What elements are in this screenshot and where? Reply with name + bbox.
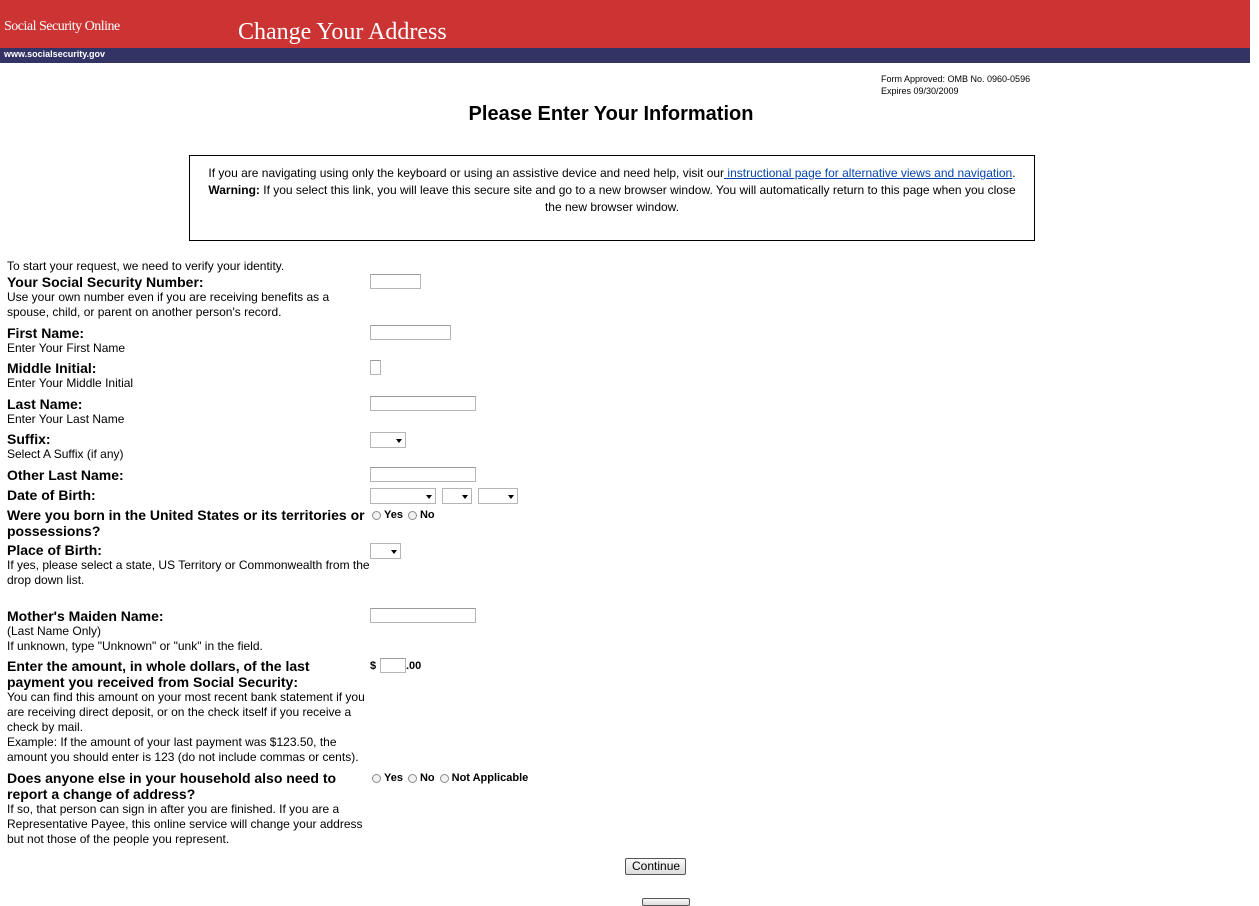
place-of-birth-label: Place of Birth:: [7, 542, 102, 558]
born-us-radio-group: [370, 509, 438, 521]
notice-text-after: .: [1012, 166, 1016, 180]
last-name-label: Last Name:: [7, 396, 83, 412]
first-name-question: [7, 325, 371, 356]
dob-day-select[interactable]: [442, 488, 472, 504]
site-url-link[interactable]: www.socialsecurity.gov: [4, 49, 106, 59]
born-us-no-option[interactable]: [406, 509, 435, 521]
cents-suffix: .00: [406, 660, 422, 672]
household-na-option[interactable]: [438, 772, 529, 784]
household-no-radio[interactable]: [408, 774, 417, 783]
household-yes-option[interactable]: [370, 772, 403, 784]
middle-initial-question: [7, 360, 371, 391]
born-us-label: Were you born in the United States or its territories or possessions?: [7, 507, 365, 539]
form-approval-omb: Form Approved: OMB No. 0960-0596: [881, 74, 1031, 84]
household-help: If so, that person can sign in after you are finished. If you are a Representative Payee, this online service will change your address but not those of the people you represent.: [7, 802, 363, 846]
suffix-help: Select A Suffix (if any): [7, 447, 124, 461]
last-payment-help-2: Example: If the amount of your last payment was $123.50, the amount you should enter is 123 (do not include commas or cents).: [7, 735, 359, 764]
household-yes-label: Yes: [384, 772, 403, 784]
warning-label: Warning:: [208, 183, 260, 197]
notice-text-before: If you are navigating using only the keyboard or using an assistive device and need help, visit our: [208, 166, 725, 180]
household-na-label: Not Applicable: [451, 772, 529, 784]
site-name: Social Security Online: [4, 19, 120, 34]
first-name-input[interactable]: [370, 325, 451, 340]
household-na-radio[interactable]: [440, 774, 449, 783]
chevron-down-icon: [391, 550, 397, 554]
last-payment-help-1: You can find this amount on your most recent bank statement if you are receiving direct deposit, or on the check itself if you receive a check by mail.: [7, 690, 365, 734]
household-yes-radio[interactable]: [372, 774, 381, 783]
ssn-label: Your Social Security Number:: [7, 274, 204, 290]
warning-text: If you select this link, you will leave this secure site and go to a new browser window. You will automatically return to this page when you close the new browser window.: [259, 183, 1016, 214]
chevron-down-icon: [462, 495, 468, 499]
first-name-label: First Name:: [7, 325, 85, 341]
place-of-birth-help: If yes, please select a state, US Territory or Commonwealth from the drop down list.: [7, 558, 370, 587]
suffix-select[interactable]: [370, 432, 406, 448]
suffix-question: [7, 431, 371, 462]
last-payment-question: [7, 658, 371, 765]
notice-warning: [202, 182, 1022, 216]
ssn-help: Use your own number even if you are receiving benefits as a spouse, child, or parent on another person's record.: [7, 290, 330, 319]
born-us-no-radio[interactable]: [408, 511, 417, 520]
mothers-maiden-label: Mother's Maiden Name:: [7, 608, 164, 624]
middle-initial-label: Middle Initial:: [7, 360, 97, 376]
born-us-no-label: No: [419, 509, 435, 521]
ssn-question: [7, 274, 371, 320]
notice-text: [202, 165, 1022, 182]
intro-text: To start your request, we need to verify your identity.: [7, 259, 285, 273]
born-us-question: [7, 507, 371, 539]
dob-year-select[interactable]: [478, 488, 518, 504]
place-of-birth-question: [7, 542, 371, 588]
place-of-birth-select[interactable]: [370, 543, 401, 559]
secondary-button[interactable]: [642, 898, 690, 906]
first-name-help: Enter Your First Name: [7, 341, 126, 355]
continue-button[interactable]: Continue: [625, 858, 686, 875]
chevron-down-icon: [508, 495, 514, 499]
form-approval: [881, 73, 1030, 97]
household-question: [7, 770, 371, 847]
header-bar: [0, 0, 1250, 48]
last-payment-label: Enter the amount, in whole dollars, of the last payment you received from Social Security:: [7, 658, 310, 690]
currency-symbol: $: [370, 660, 377, 672]
dob-question: [7, 487, 371, 503]
mothers-maiden-help-2: If unknown, type "Unknown" or "unk" in the field.: [7, 639, 263, 653]
other-last-name-label: Other Last Name:: [7, 467, 124, 483]
mothers-maiden-input[interactable]: [370, 608, 476, 623]
middle-initial-input[interactable]: [370, 360, 381, 375]
last-name-input[interactable]: [370, 396, 476, 411]
alternative-views-link[interactable]: instructional page for alternative views and navigation: [724, 166, 1013, 180]
chevron-down-icon: [426, 495, 432, 499]
born-us-yes-option[interactable]: [370, 509, 403, 521]
page-title: Please Enter Your Information: [468, 103, 754, 125]
born-us-yes-label: Yes: [384, 509, 403, 521]
dob-month-select[interactable]: [370, 488, 436, 504]
accessibility-notice: [189, 155, 1035, 241]
middle-initial-help: Enter Your Middle Initial: [7, 376, 134, 390]
chevron-down-icon: [396, 439, 402, 443]
ssn-input[interactable]: [370, 274, 421, 289]
other-last-name-question: [7, 467, 371, 483]
suffix-label: Suffix:: [7, 431, 51, 447]
mothers-maiden-question: [7, 608, 371, 654]
form-approval-expires: Expires 09/30/2009: [881, 86, 959, 96]
last-name-question: [7, 396, 371, 427]
household-label: Does anyone else in your household also need to report a change of address?: [7, 770, 337, 802]
born-us-yes-radio[interactable]: [372, 511, 381, 520]
household-radio-group: [370, 772, 531, 784]
page-heading: Change Your Address: [238, 19, 447, 45]
household-no-label: No: [419, 772, 435, 784]
nav-bar: [0, 48, 1250, 63]
household-no-option[interactable]: [406, 772, 435, 784]
last-name-help: Enter Your Last Name: [7, 412, 125, 426]
other-last-name-input[interactable]: [370, 467, 476, 482]
mothers-maiden-help-1: (Last Name Only): [7, 624, 102, 638]
dob-label: Date of Birth:: [7, 487, 96, 503]
last-payment-input[interactable]: [380, 658, 406, 673]
